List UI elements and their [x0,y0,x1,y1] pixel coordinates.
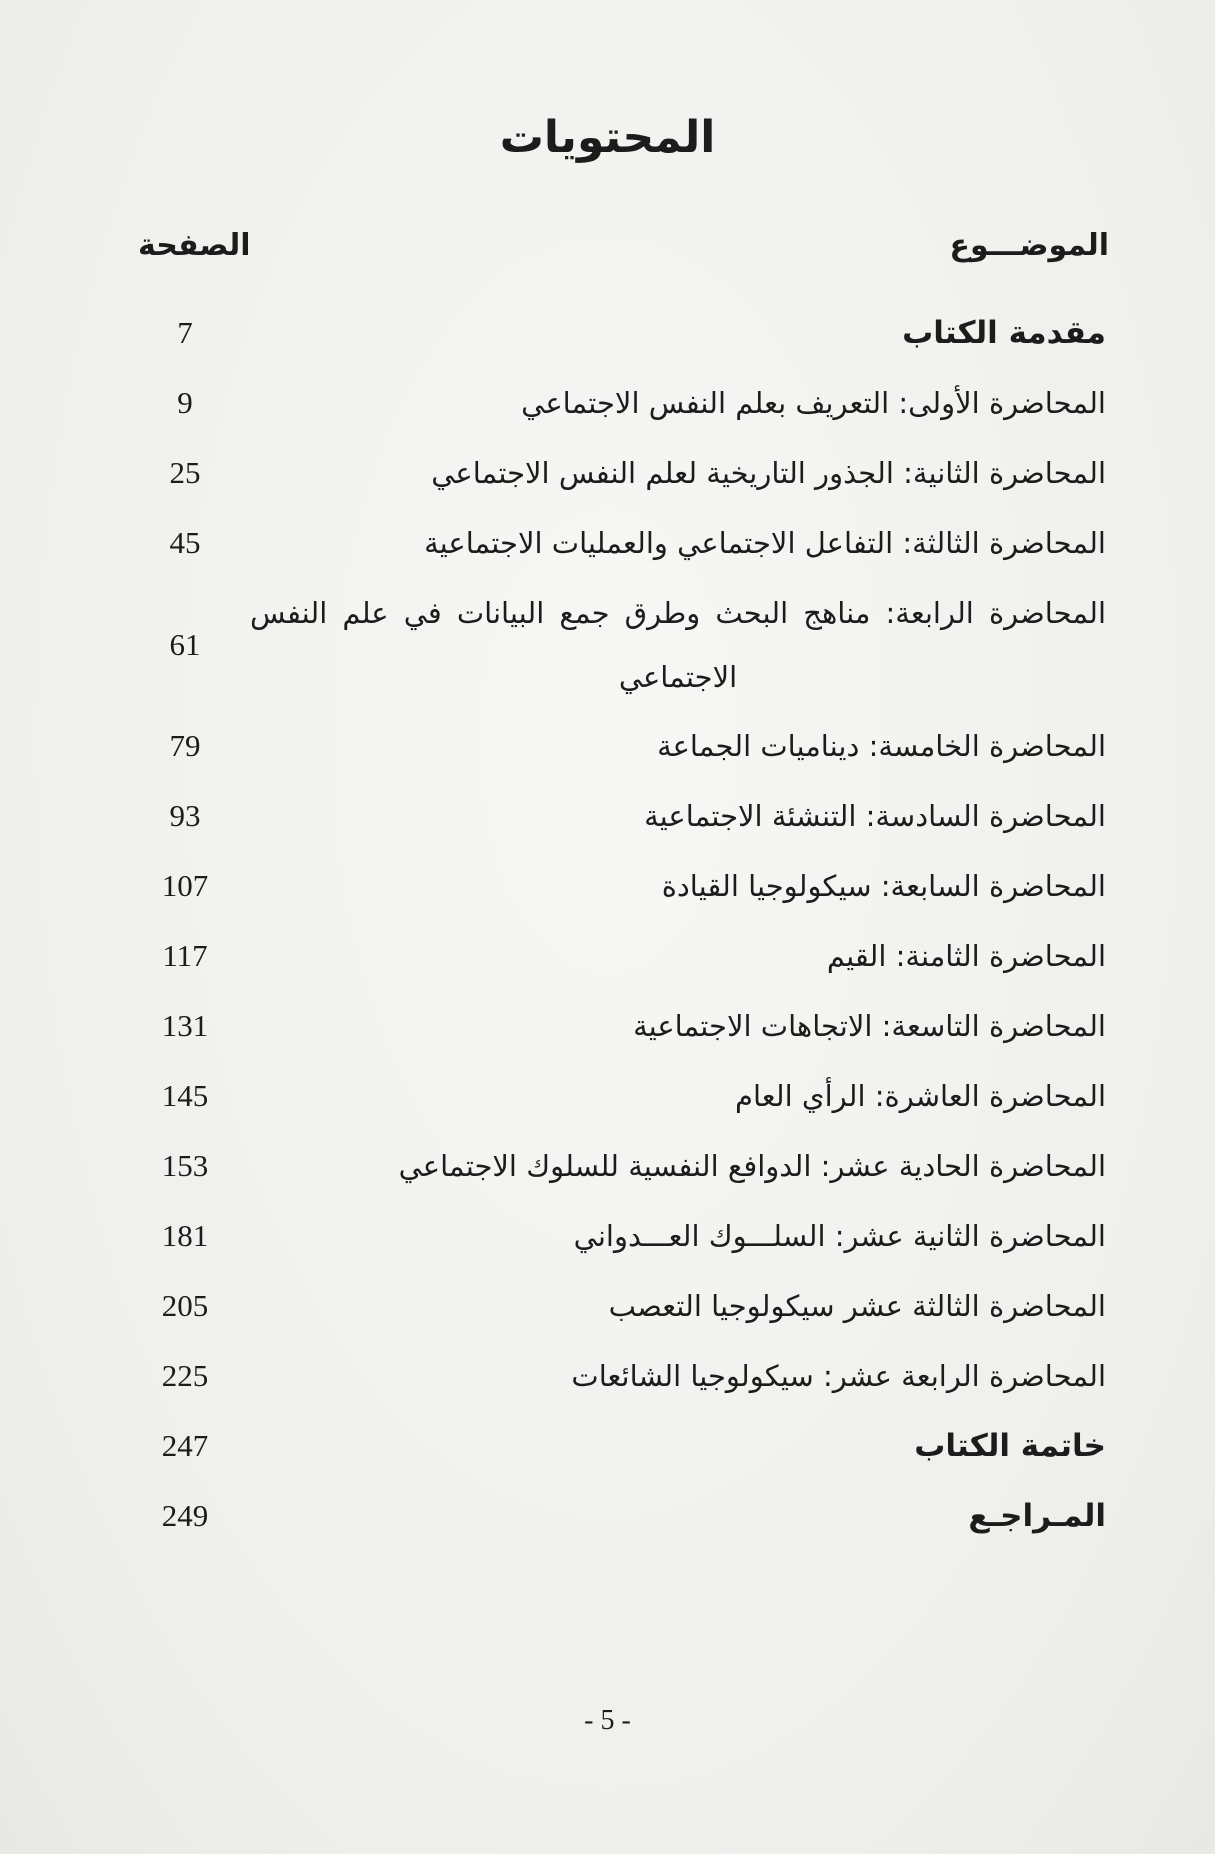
toc-entry [120,1131,1110,1201]
toc-page-number: 79 [169,728,201,763]
toc-page-number: 93 [169,798,201,833]
toc-entry-title: المحاضرة الخامسة: ديناميات الجماعة [657,729,1106,763]
toc-entry-title: المحاضرة السادسة: التنشئة الاجتماعية [644,799,1106,833]
toc-entry-title: المـراجـع [968,1498,1106,1534]
toc-entry-title: المحاضرة الحادية عشر: الدوافع النفسية للسلوك الاجتماعي [398,1149,1106,1183]
toc-entry-title: المحاضرة الرابعة عشر: سيكولوجيا الشائعات [571,1359,1106,1393]
toc-page-number: 145 [161,1078,209,1113]
page-number-footer: - 5 - [584,1705,631,1736]
toc-entry-title: خاتمة الكتاب [914,1428,1106,1464]
toc-page-number: 247 [161,1428,209,1463]
toc-page-number: 225 [161,1358,209,1393]
toc-entry-title: المحاضرة الثالثة عشر سيكولوجيا التعصب [608,1289,1106,1323]
toc-entry [120,1341,1110,1411]
toc-page-number: 131 [161,1008,209,1043]
toc-page-number: 45 [169,525,201,560]
table-of-contents [120,298,1110,1551]
toc-entry [120,368,1110,438]
toc-entry [120,711,1110,781]
toc-entry [120,438,1110,508]
toc-entry [120,508,1110,578]
toc-page-number: 181 [161,1218,209,1253]
page-title: المحتويات [499,112,716,163]
toc-entry [120,298,1110,368]
toc-entry [120,851,1110,921]
toc-entry [120,1481,1110,1551]
toc-page-number: 117 [162,938,208,973]
topic-column-header: الموضـــوع [949,228,1109,263]
toc-page-number: 153 [161,1148,209,1183]
toc-page-number: 7 [177,315,193,350]
toc-page-number: 61 [169,626,201,662]
toc-entry [120,921,1110,991]
toc-entry-title: المحاضرة الرابعة: مناهج البحث وطرق جمع البيانات في علم النفس الاجتماعي [250,595,1106,694]
toc-entry-title: مقدمة الكتاب [902,315,1106,351]
toc-entry-title: المحاضرة الأولى: التعريف بعلم النفس الاجتماعي [521,386,1106,420]
toc-entry [120,1061,1110,1131]
toc-entry-title: المحاضرة التاسعة: الاتجاهات الاجتماعية [633,1009,1106,1043]
toc-page-number: 249 [161,1498,209,1533]
toc-entry-title: المحاضرة الثامنة: القيم [826,939,1106,973]
toc-entry-title: المحاضرة السابعة: سيكولوجيا القيادة [661,869,1106,903]
toc-entry-title: المحاضرة العاشرة: الرأي العام [735,1079,1106,1113]
toc-entry-title: المحاضرة الثانية عشر: السلـــوك العـــدواني [573,1219,1106,1253]
toc-entry [120,781,1110,851]
toc-page-number: 9 [177,385,193,420]
page-column-header: الصفحة [138,228,251,263]
toc-entry [120,991,1110,1061]
toc-entry [120,1201,1110,1271]
toc-entry [120,1271,1110,1341]
toc-page-number: 205 [161,1288,209,1323]
toc-entry-title: المحاضرة الثانية: الجذور التاريخية لعلم النفس الاجتماعي [431,456,1106,490]
toc-page-number: 25 [169,455,201,490]
toc-entry [120,578,1110,711]
toc-entry [120,1411,1110,1481]
toc-entry-title: المحاضرة الثالثة: التفاعل الاجتماعي والعمليات الاجتماعية [424,526,1106,560]
toc-page-number: 107 [161,868,209,903]
